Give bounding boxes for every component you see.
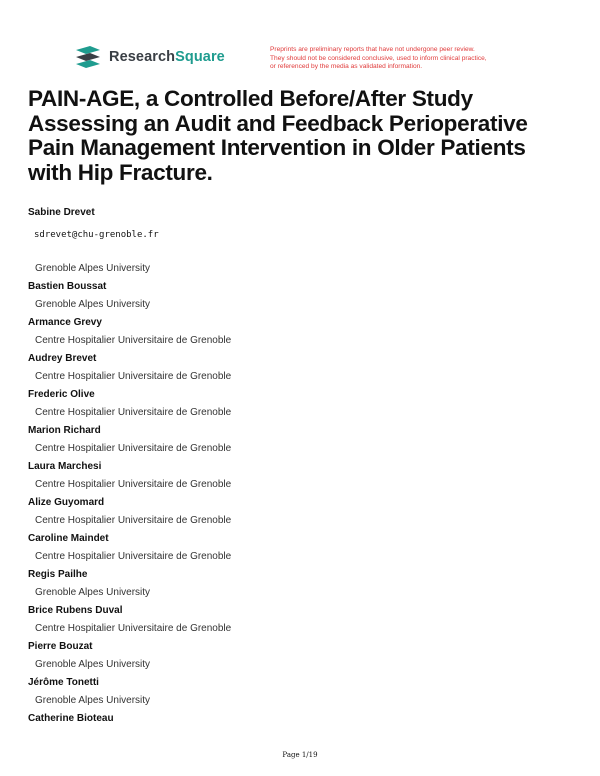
author-email-link[interactable]: sdrevet@chu-grenoble.fr <box>34 230 159 240</box>
author-name: Laura Marchesi <box>28 461 102 472</box>
author-entry <box>28 317 568 347</box>
author-affiliation: Grenoble Alpes University <box>35 695 151 706</box>
author-entry <box>28 353 568 383</box>
logo-wordmark <box>109 49 225 65</box>
author-name: Marion Richard <box>28 425 101 436</box>
author-name: Armance Grevy <box>28 317 102 328</box>
author-affiliation: Centre Hospitalier Universitaire de Grenoble <box>35 371 232 382</box>
author-affiliation: Grenoble Alpes University <box>35 587 151 598</box>
research-square-logo-icon <box>74 46 102 68</box>
author-entry <box>28 641 568 671</box>
author-list <box>28 207 568 731</box>
research-square-logo[interactable] <box>74 46 225 68</box>
paper-title: PAIN-AGE, a Controlled Before/After Study Assessing an Audit and Feedback Perioperative Pain Management Intervention in Older Patients with Hip Fracture. <box>28 86 528 185</box>
author-affiliation: Grenoble Alpes University <box>35 299 151 310</box>
author-entry <box>28 207 568 275</box>
author-affiliation: Centre Hospitalier Universitaire de Grenoble <box>35 623 232 634</box>
author-name: Caroline Maindet <box>28 533 109 544</box>
author-name: Jérôme Tonetti <box>28 677 99 688</box>
preprint-disclaimer <box>270 46 540 72</box>
author-name: Bastien Boussat <box>28 281 107 292</box>
author-entry <box>28 497 568 527</box>
author-entry <box>28 569 568 599</box>
author-entry <box>28 605 568 635</box>
author-name: Pierre Bouzat <box>28 641 93 652</box>
author-entry <box>28 281 568 311</box>
author-name: Regis Pailhe <box>28 569 88 580</box>
author-name: Frederic Olive <box>28 389 95 400</box>
logo-text-square: Square <box>175 49 225 65</box>
author-name: Catherine Bioteau <box>28 713 114 724</box>
author-entry <box>28 461 568 491</box>
logo-text-research: Research <box>109 49 176 65</box>
disclaimer-line: or referenced by the media as validated information. <box>270 63 423 71</box>
author-affiliation: Centre Hospitalier Universitaire de Grenoble <box>35 335 232 346</box>
author-affiliation: Centre Hospitalier Universitaire de Grenoble <box>35 407 232 418</box>
author-affiliation: Grenoble Alpes University <box>35 263 151 274</box>
author-affiliation: Grenoble Alpes University <box>35 659 151 670</box>
author-name: Alize Guyomard <box>28 497 105 508</box>
author-entry <box>28 713 568 725</box>
author-entry <box>28 425 568 455</box>
author-affiliation: Centre Hospitalier Universitaire de Grenoble <box>35 551 232 562</box>
author-name: Audrey Brevet <box>28 353 97 364</box>
disclaimer-line: They should not be considered conclusive, used to inform clinical practice, <box>270 54 487 62</box>
author-name: Brice Rubens Duval <box>28 605 123 616</box>
author-entry <box>28 677 568 707</box>
author-affiliation: Centre Hospitalier Universitaire de Grenoble <box>35 479 232 490</box>
page-number: Page 1/19 <box>282 751 318 759</box>
author-name: Sabine Drevet <box>28 207 95 218</box>
author-entry <box>28 389 568 419</box>
author-entry <box>28 533 568 563</box>
disclaimer-line: Preprints are preliminary reports that have not undergone peer review. <box>270 46 475 53</box>
author-affiliation: Centre Hospitalier Universitaire de Grenoble <box>35 443 232 454</box>
author-affiliation: Centre Hospitalier Universitaire de Grenoble <box>35 515 232 526</box>
